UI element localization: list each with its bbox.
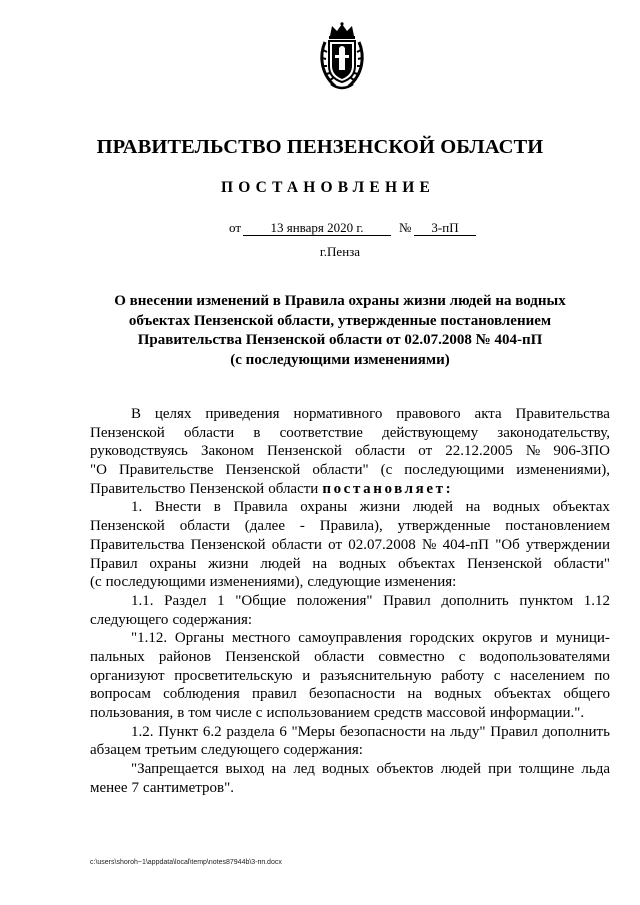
word: целях xyxy=(154,406,192,422)
word: (с xyxy=(90,574,102,591)
word: последующими xyxy=(404,462,505,479)
word: на xyxy=(430,723,446,740)
word: "Общие xyxy=(235,592,287,609)
number-sign: № xyxy=(399,220,412,235)
word: пунктом xyxy=(519,592,574,609)
word: лед xyxy=(293,761,315,778)
word: в xyxy=(253,424,261,441)
word: водных xyxy=(338,555,387,572)
word: области" xyxy=(553,555,610,572)
word: средств xyxy=(373,705,423,721)
word: Пензенской xyxy=(225,648,301,665)
word: области xyxy=(268,480,319,497)
word: области xyxy=(179,518,230,535)
word: объектов xyxy=(376,761,434,778)
word: 22.12.2005 xyxy=(445,443,513,460)
word: на xyxy=(312,555,328,572)
word: 906-ЗПО xyxy=(553,443,610,460)
word: действующему xyxy=(382,424,479,441)
word: округов xyxy=(482,630,533,647)
word: "О xyxy=(90,462,107,479)
word: общего xyxy=(563,686,610,703)
word: с xyxy=(458,648,466,665)
word: нормативного xyxy=(293,406,383,422)
word: (с xyxy=(380,462,393,479)
word: 1.2. xyxy=(131,723,154,740)
word: раздела xyxy=(226,723,275,740)
word: просветительскую xyxy=(174,667,293,684)
word: 02.07.2008 xyxy=(348,536,416,553)
word: Раздел xyxy=(164,592,207,609)
body-line xyxy=(90,498,610,517)
word: в xyxy=(177,705,185,721)
word: Правительство xyxy=(90,480,186,497)
word: объектах xyxy=(493,686,552,703)
word: акта xyxy=(474,406,502,422)
word: "Меры xyxy=(291,723,336,740)
word: водных xyxy=(322,761,370,778)
word: от xyxy=(328,536,343,553)
word: информации.". xyxy=(489,705,585,721)
word: совместно xyxy=(378,648,445,665)
subject-line: объектах Пензенской области, утвержденные постановлением xyxy=(128,312,552,329)
word: объектах xyxy=(398,555,456,572)
word: числе xyxy=(215,705,252,721)
word: Органы xyxy=(174,630,225,647)
word: Пензенской xyxy=(90,518,165,535)
word: области xyxy=(184,424,235,441)
word: с xyxy=(493,667,501,684)
document-date: 13 января 2020 г. xyxy=(243,220,391,236)
word: работу xyxy=(441,667,485,684)
body-line xyxy=(90,480,610,499)
city: г.Пенза xyxy=(319,244,361,259)
word: "Об xyxy=(495,536,520,553)
word: соблюдения xyxy=(163,686,240,703)
word: - xyxy=(299,518,305,535)
word: на xyxy=(271,761,287,778)
word: "Запрещается xyxy=(131,761,219,778)
word: менее xyxy=(90,779,128,796)
word: охраны xyxy=(300,499,348,516)
word: городских xyxy=(409,630,475,647)
word: льда xyxy=(581,761,610,778)
word: Правила xyxy=(233,499,288,516)
word: организуют xyxy=(90,667,165,684)
word: охраны xyxy=(149,555,197,572)
body-line xyxy=(90,723,610,742)
body-line xyxy=(90,424,610,443)
word: следующего xyxy=(200,742,280,759)
word: 7 xyxy=(131,779,139,796)
word: и xyxy=(540,630,549,647)
word: правил xyxy=(252,686,297,703)
word: людей xyxy=(440,761,482,778)
word: Правительства xyxy=(515,406,610,422)
word: соответствие xyxy=(279,424,363,441)
word: 1 xyxy=(217,592,225,609)
body-line xyxy=(90,704,610,723)
word: Правительства xyxy=(90,536,185,553)
word: водных xyxy=(434,686,482,703)
word: людей xyxy=(260,555,301,572)
word: льду" xyxy=(449,723,486,740)
word: толщине xyxy=(518,761,575,778)
body-line xyxy=(90,405,610,424)
word: последующими xyxy=(105,574,206,591)
word: утверждении xyxy=(526,536,610,553)
word: безопасности xyxy=(309,686,396,703)
word: содержания: xyxy=(283,742,363,759)
word: Правил xyxy=(490,723,538,740)
subject-line: О внесении изменений в Правила охраны жизни людей на водных xyxy=(114,293,566,309)
word: Внести xyxy=(154,499,202,516)
word: на xyxy=(465,499,481,516)
word: области xyxy=(354,443,406,460)
word: местного xyxy=(231,630,291,647)
word: муници- xyxy=(555,630,610,647)
word: Правил xyxy=(383,592,431,609)
word: третьим xyxy=(145,742,197,759)
word: Пункт xyxy=(158,723,199,740)
body-line xyxy=(90,629,610,648)
word: пользования, xyxy=(90,705,174,721)
government-title: ПРАВИТЕЛЬСТВО ПЕНЗЕНСКОЙ ОБЛАСТИ xyxy=(96,136,544,158)
body-line xyxy=(90,536,610,555)
word: районов xyxy=(158,648,212,665)
word: 1.12 xyxy=(583,592,610,609)
body-line xyxy=(90,685,610,704)
subject-line: Правительства Пензенской области от 02.07.2008 № 404-пП xyxy=(137,332,543,348)
word: следующие xyxy=(307,574,381,591)
word: изменения: xyxy=(384,574,457,591)
word: людей xyxy=(412,499,453,516)
word: содержания: xyxy=(172,611,253,628)
body-line xyxy=(90,592,610,611)
body-line xyxy=(90,760,610,779)
word: абзацем xyxy=(90,742,142,759)
word: населением xyxy=(510,667,585,684)
resolves-keyword: постановляет: xyxy=(322,480,454,497)
word: 1.1. xyxy=(131,592,154,609)
word: жизни xyxy=(359,499,401,516)
word: № xyxy=(525,443,541,460)
word: в xyxy=(213,499,221,516)
body-line xyxy=(90,517,610,536)
document-type: ПОСТАНОВЛЕНИЕ xyxy=(220,179,436,196)
word: "1.12. xyxy=(131,630,168,647)
word: изменениями), xyxy=(516,462,610,479)
word: от xyxy=(418,443,433,460)
word: с xyxy=(255,705,263,721)
word: сантиметров". xyxy=(143,779,234,796)
word: 6.2 xyxy=(202,723,222,740)
word: Законом xyxy=(200,443,254,460)
word: использованием xyxy=(266,705,370,721)
body-line xyxy=(90,442,610,461)
word: самоуправления xyxy=(298,630,402,647)
word: безопасности xyxy=(339,723,426,740)
word: водопользователями xyxy=(479,648,610,665)
word: 404-пП xyxy=(442,536,489,553)
word: и xyxy=(302,667,311,684)
body-line xyxy=(90,611,610,630)
word: Правил xyxy=(90,555,138,572)
word: вопросам xyxy=(90,686,151,703)
word: области" xyxy=(312,462,369,479)
word: разъяснительную xyxy=(319,667,432,684)
word: по xyxy=(594,667,610,684)
word: массовой xyxy=(426,705,486,721)
body-line xyxy=(90,461,610,480)
word: выход xyxy=(225,761,265,778)
document-number: 3-пП xyxy=(414,220,476,236)
body-line xyxy=(90,573,610,592)
word: области xyxy=(271,536,322,553)
coat-of-arms-icon xyxy=(317,22,367,92)
word: жизни xyxy=(208,555,249,572)
word: дополнить xyxy=(441,592,509,609)
file-path-footer: c:\users\shoroh~1\appdata\local\temp\notes87944b\3-пп.docx xyxy=(90,859,282,866)
date-prefix: от xyxy=(229,220,242,235)
word: Правила), xyxy=(319,518,383,535)
word: водных xyxy=(492,499,541,516)
word: Пензенской xyxy=(267,443,342,460)
body-line xyxy=(90,555,610,574)
word: (далее xyxy=(244,518,285,535)
word: пальных xyxy=(90,648,145,665)
word: 1. xyxy=(131,499,143,516)
word: области xyxy=(314,648,365,665)
word: 6 xyxy=(279,723,287,740)
subject-line: (с последующими изменениями) xyxy=(230,351,450,368)
word: дополнить xyxy=(542,723,610,740)
body-line xyxy=(90,667,610,686)
word: том xyxy=(188,705,212,721)
word: Правительстве xyxy=(118,462,214,479)
word: Пензенской xyxy=(189,480,265,497)
word: объектах xyxy=(552,499,610,516)
document-body xyxy=(90,405,610,797)
word: В xyxy=(131,406,142,422)
word: утвержденные xyxy=(397,518,491,535)
word: приведения xyxy=(205,406,280,422)
word: законодательству, xyxy=(497,424,610,441)
word: постановлением xyxy=(505,518,610,535)
word: следующего xyxy=(90,611,169,628)
word: Пензенской xyxy=(90,424,165,441)
word: изменениями), xyxy=(209,574,304,591)
body-line xyxy=(90,741,610,760)
body-line xyxy=(90,648,610,667)
document-subject xyxy=(100,292,580,370)
word: Пензенской xyxy=(190,536,266,553)
word: правового xyxy=(396,406,461,422)
word: Пензенской xyxy=(225,462,301,479)
word: при xyxy=(488,761,512,778)
word: руководствуясь xyxy=(90,443,188,460)
body-line xyxy=(90,779,610,798)
word: Пензенской xyxy=(467,555,542,572)
word: положения" xyxy=(296,592,373,609)
word: на xyxy=(407,686,423,703)
date-number-line xyxy=(0,220,640,238)
word: № xyxy=(422,536,437,553)
